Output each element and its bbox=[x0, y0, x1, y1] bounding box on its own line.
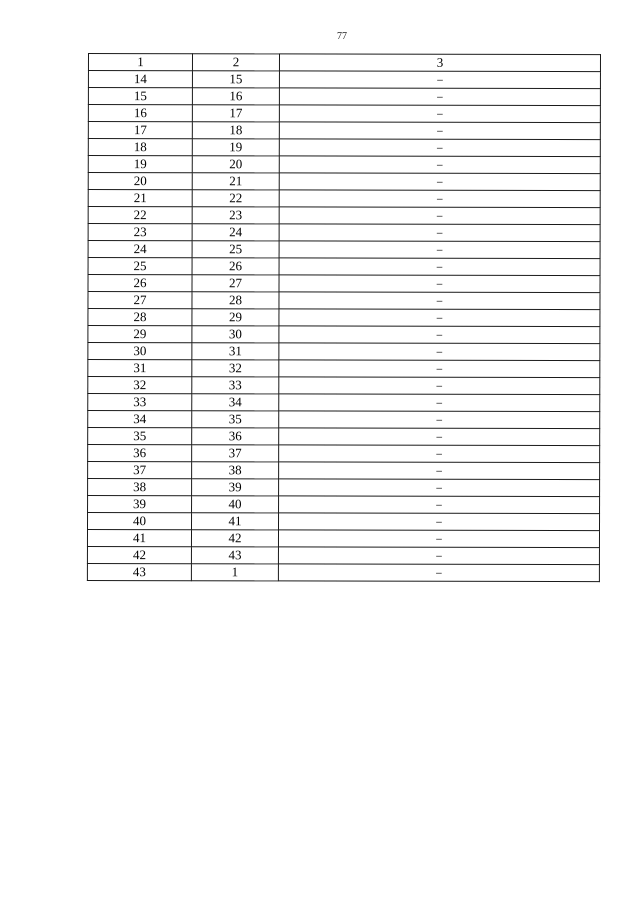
table-cell: 24 bbox=[88, 241, 192, 258]
table-cell: – bbox=[279, 309, 600, 327]
table-cell: 17 bbox=[88, 122, 192, 139]
table-row bbox=[88, 173, 600, 191]
column-header: 3 bbox=[279, 54, 600, 72]
table-row bbox=[88, 156, 600, 174]
data-table bbox=[87, 53, 601, 582]
table-cell: – bbox=[279, 156, 600, 174]
table-cell: 28 bbox=[192, 292, 279, 309]
table-cell: 22 bbox=[192, 190, 279, 207]
table-cell: – bbox=[279, 71, 600, 89]
table-cell: 34 bbox=[88, 411, 192, 428]
table-cell: 41 bbox=[192, 513, 279, 530]
table-cell: 35 bbox=[192, 411, 279, 428]
table-cell: 15 bbox=[88, 88, 192, 105]
table-cell: 42 bbox=[87, 546, 191, 563]
table-cell: – bbox=[279, 207, 600, 225]
table-cell: – bbox=[278, 530, 599, 548]
table-row bbox=[88, 122, 600, 140]
table-cell: 31 bbox=[88, 360, 192, 377]
table-cell: – bbox=[278, 564, 599, 582]
table-cell: – bbox=[279, 326, 600, 344]
table-row bbox=[88, 71, 600, 89]
table-cell: – bbox=[279, 258, 600, 276]
table-cell: 23 bbox=[88, 224, 192, 241]
table-cell: 15 bbox=[192, 71, 279, 88]
table-cell: 1 bbox=[191, 564, 278, 581]
column-header: 2 bbox=[192, 54, 279, 71]
table-body bbox=[87, 54, 600, 582]
table-cell: – bbox=[279, 105, 600, 123]
table-cell: – bbox=[279, 428, 600, 446]
table-cell: 14 bbox=[88, 71, 192, 88]
table-cell: 34 bbox=[192, 394, 279, 411]
table-cell: 26 bbox=[192, 258, 279, 275]
table-row bbox=[88, 292, 600, 310]
table-cell: 19 bbox=[192, 139, 279, 156]
table-cell: 19 bbox=[88, 156, 192, 173]
table-row bbox=[88, 496, 600, 514]
table-row bbox=[88, 428, 600, 446]
table-cell: 16 bbox=[88, 105, 192, 122]
table-cell: 30 bbox=[88, 343, 192, 360]
table-row bbox=[88, 462, 600, 480]
table-cell: 32 bbox=[192, 360, 279, 377]
table-header-row bbox=[88, 54, 600, 72]
table-cell: 27 bbox=[192, 275, 279, 292]
table-cell: 16 bbox=[192, 88, 279, 105]
table-cell: 28 bbox=[88, 309, 192, 326]
table-cell: – bbox=[279, 462, 600, 480]
table-row bbox=[88, 275, 600, 293]
table-cell: – bbox=[279, 343, 600, 361]
table-cell: 36 bbox=[192, 428, 279, 445]
table-cell: 38 bbox=[88, 479, 192, 496]
table-cell: – bbox=[279, 139, 600, 157]
table-row bbox=[88, 411, 600, 429]
table-row bbox=[88, 343, 600, 361]
table-cell: 26 bbox=[88, 275, 192, 292]
table-cell: 17 bbox=[192, 105, 279, 122]
table-cell: – bbox=[279, 224, 600, 242]
table-cell: 38 bbox=[192, 462, 279, 479]
table-row bbox=[88, 360, 600, 378]
table-cell: 43 bbox=[87, 563, 191, 580]
table-cell: 41 bbox=[87, 530, 191, 547]
table-cell: 18 bbox=[192, 122, 279, 139]
table-cell: – bbox=[279, 360, 600, 378]
table-row bbox=[88, 445, 600, 463]
table-cell: 37 bbox=[88, 462, 192, 479]
table-cell: 18 bbox=[88, 139, 192, 156]
table-row bbox=[88, 139, 600, 157]
table-cell: – bbox=[279, 445, 600, 463]
table-row bbox=[88, 224, 600, 242]
table-cell: – bbox=[279, 173, 600, 191]
table-cell: 40 bbox=[88, 513, 192, 530]
table-cell: 39 bbox=[192, 479, 279, 496]
column-header: 1 bbox=[88, 54, 192, 71]
table-row bbox=[88, 377, 600, 395]
table-cell: – bbox=[279, 122, 600, 140]
table-row bbox=[88, 394, 600, 412]
table-cell: 30 bbox=[192, 326, 279, 343]
table-row bbox=[88, 309, 600, 327]
table-cell: 22 bbox=[88, 207, 192, 224]
table-cell: 27 bbox=[88, 292, 192, 309]
table-cell: – bbox=[279, 241, 600, 259]
table-cell: 36 bbox=[88, 445, 192, 462]
table-row bbox=[87, 530, 599, 548]
table-cell: – bbox=[279, 496, 600, 514]
page-number: 77 bbox=[337, 31, 347, 42]
table-cell: – bbox=[279, 275, 600, 293]
table-row bbox=[88, 207, 600, 225]
table-cell: – bbox=[279, 377, 600, 395]
table-cell: 23 bbox=[192, 207, 279, 224]
table-cell: 42 bbox=[191, 530, 278, 547]
table-cell: 39 bbox=[88, 496, 192, 513]
table-cell: – bbox=[278, 547, 599, 565]
table-row bbox=[88, 326, 600, 344]
table-row bbox=[88, 190, 600, 208]
table-cell: 21 bbox=[88, 190, 192, 207]
table-cell: 29 bbox=[88, 326, 192, 343]
table-cell: – bbox=[279, 88, 600, 106]
table-cell: 21 bbox=[192, 173, 279, 190]
table-cell: – bbox=[279, 190, 600, 208]
table-cell: 29 bbox=[192, 309, 279, 326]
table-cell: – bbox=[279, 513, 600, 531]
table-cell: 31 bbox=[192, 343, 279, 360]
table-cell: 25 bbox=[192, 241, 279, 258]
table-cell: 33 bbox=[88, 394, 192, 411]
table-cell: 37 bbox=[192, 445, 279, 462]
table-cell: – bbox=[279, 394, 600, 412]
table-row bbox=[88, 513, 600, 531]
table-cell: 25 bbox=[88, 258, 192, 275]
table-cell: 33 bbox=[192, 377, 279, 394]
table-cell: 32 bbox=[88, 377, 192, 394]
table-cell: 20 bbox=[88, 173, 192, 190]
table-cell: 43 bbox=[191, 547, 278, 564]
table-row bbox=[87, 563, 599, 581]
table-cell: 40 bbox=[192, 496, 279, 513]
table-row bbox=[88, 105, 600, 123]
table-row bbox=[87, 546, 599, 564]
table-row bbox=[88, 258, 600, 276]
table-row bbox=[88, 88, 600, 106]
table-cell: – bbox=[279, 479, 600, 497]
table-cell: 24 bbox=[192, 224, 279, 241]
table-cell: 20 bbox=[192, 156, 279, 173]
table-cell: 35 bbox=[88, 428, 192, 445]
table-row bbox=[88, 479, 600, 497]
table-cell: – bbox=[279, 411, 600, 429]
table-cell: – bbox=[279, 292, 600, 310]
table-row bbox=[88, 241, 600, 259]
